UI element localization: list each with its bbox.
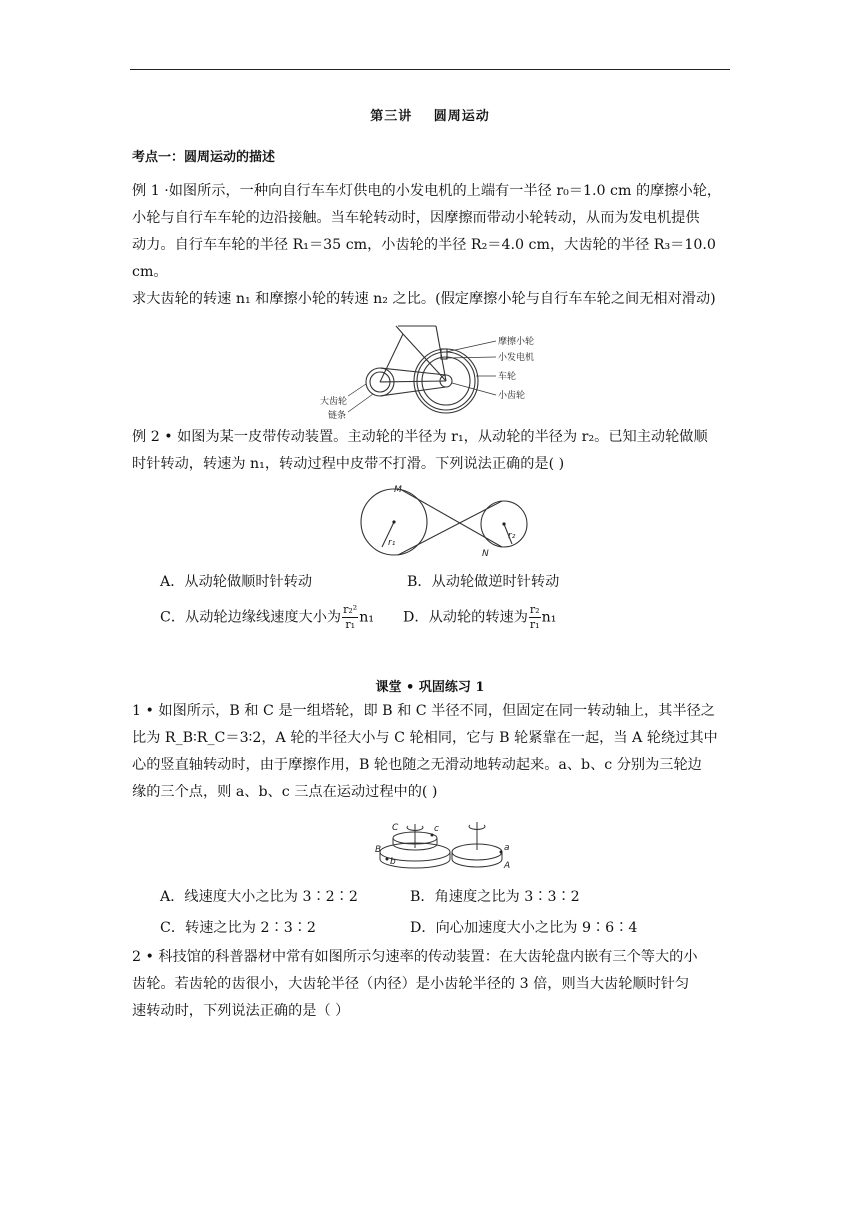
label-r1: r₁	[388, 538, 396, 548]
option-B: B．从动轮做逆时针转动	[407, 574, 560, 590]
text-line: 动力。自行车车轮的半径 R₁＝35 cm，小齿轮的半径 R₂＝4.0 cm，大齿轮的半径 R₃＝10.0 cm。	[132, 237, 716, 280]
option-D	[403, 603, 556, 632]
label-B: B	[375, 845, 382, 855]
text-line: 心的竖直轴转动时，由于摩擦作用，B 轮也随之无滑动地转动起来。a、b、c 分别为三轮边	[132, 757, 702, 773]
page-title	[0, 105, 860, 124]
option-B: B．角速度之比为 3∶3∶2	[410, 889, 580, 905]
text-line: 2 • 科技馆的科普器材中常有如图所示匀速率的传动装置：在大齿轮盘内嵌有三个等大的小	[132, 949, 698, 965]
label-friction-wheel: 摩擦小轮	[498, 337, 535, 347]
fraction-numerator: r₂	[529, 603, 540, 616]
belt-drive-figure	[352, 482, 542, 564]
option-C-text: C．从动轮边缘线速度大小为	[160, 609, 342, 626]
text-line: 比为 R_B∶R_C＝3∶2，A 轮的半径大小与 C 轮相同，它与 B 轮紧靠在一起，当 A 轮绕过其中	[132, 730, 718, 746]
option-C	[160, 603, 374, 632]
option-D-fraction	[529, 603, 541, 632]
label-wheel: 车轮	[498, 372, 517, 382]
fraction-numerator: r₂²	[343, 603, 358, 616]
text-line: 例 2 • 如图为某一皮带传动装置。主动轮的半径为 r₁，从动轮的半径为 r₂。已知主动轮做顺	[132, 429, 708, 445]
section-heading-1: 考点一：圆周运动的描述	[132, 150, 276, 165]
option-C-fraction	[342, 603, 358, 632]
title-lecture-number: 第三讲	[370, 109, 413, 124]
tower-wheel-figure	[370, 814, 520, 872]
label-a: a	[504, 843, 510, 853]
fraction-denominator: r₁	[345, 618, 355, 631]
text-line: 小轮与自行车车轮的边沿接触。当车轮转动时，因摩擦而带动小轮转动，从而为发电机提供	[132, 210, 700, 226]
header-rule	[130, 69, 730, 70]
text-line: 求大齿轮的转速 n₁ 和摩擦小轮的转速 n₂ 之比。(假定摩擦小轮与自行车车轮之间无相对滑动)	[132, 291, 716, 307]
text-line: 1 • 如图所示，B 和 C 是一组塔轮，即 B 和 C 半径不同，但固定在同一转动轴上，其半径之	[132, 703, 715, 719]
example-2-text	[132, 424, 732, 478]
text-line: 速转动时，下列说法正确的是（ ）	[132, 1003, 350, 1019]
label-r2: r₂	[508, 531, 516, 541]
section-heading-2: 课堂 • 巩固练习 1	[375, 680, 485, 695]
question-2-text	[132, 944, 732, 1025]
label-small-gear: 小齿轮	[498, 391, 526, 401]
title-topic: 圆周运动	[433, 109, 490, 124]
option-D-text: D．从动轮的转速为	[403, 609, 528, 626]
question-1-text	[132, 698, 732, 806]
text-line: 例 1 ·如图所示，一种向自行车车灯供电的小发电机的上端有一半径 r₀＝1.0 cm 的摩擦小轮，	[132, 183, 722, 199]
option-D-suffix: n₁	[541, 609, 557, 626]
label-N: N	[482, 549, 489, 559]
option-A: A．从动轮做顺时针转动	[160, 574, 313, 590]
label-A: A	[504, 861, 511, 871]
option-C: C．转速之比为 2∶3∶2	[160, 920, 316, 936]
fraction-denominator: r₁	[529, 618, 540, 631]
bicycle-figure	[318, 322, 548, 422]
label-b: b	[390, 857, 396, 867]
label-C: C	[392, 823, 399, 833]
label-c: c	[434, 824, 439, 834]
label-big-gear: 大齿轮	[320, 397, 348, 407]
text-line: 齿轮。若齿轮的齿很小，大齿轮半径（内径）是小齿轮半径的 3 倍，则当大齿轮顺时针匀	[132, 976, 690, 992]
option-A: A．线速度大小之比为 3∶2∶2	[160, 889, 358, 905]
option-C-suffix: n₁	[359, 609, 375, 626]
text-line: 时针转动，转速为 n₁，转动过程中皮带不打滑。下列说法正确的是( )	[132, 456, 565, 472]
example-1-text	[132, 178, 732, 313]
label-chain: 链条	[328, 411, 347, 421]
text-line: 缘的三个点，则 a、b、c 三点在运动过程中的( )	[132, 784, 438, 800]
label-generator: 小发电机	[498, 353, 535, 363]
option-D: D．向心加速度大小之比为 9∶6∶4	[410, 920, 638, 936]
label-M: M	[394, 485, 402, 495]
